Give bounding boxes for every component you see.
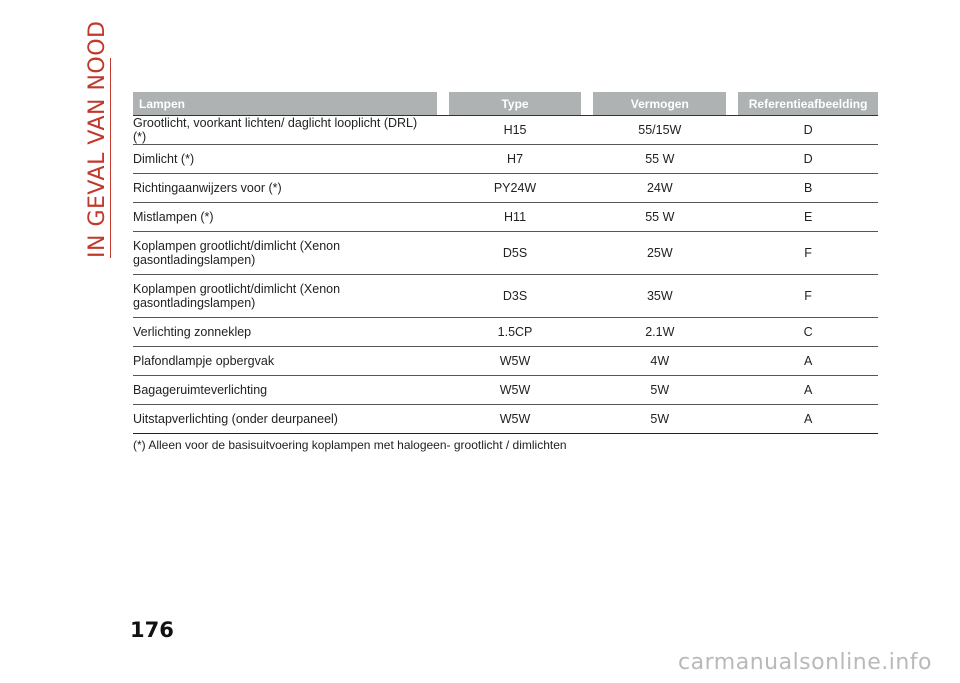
cell-type: D5S	[449, 232, 582, 275]
table-row	[133, 376, 878, 405]
cell-lamp: Bagageruimteverlichting	[133, 376, 437, 405]
cell-power: 2.1W	[593, 318, 726, 347]
header-type: Type	[449, 92, 582, 115]
table-row	[133, 174, 878, 203]
cell-reference: A	[738, 376, 878, 405]
cell-power: 5W	[593, 405, 726, 434]
cell-type: D3S	[449, 275, 582, 318]
cell-reference: A	[738, 405, 878, 434]
cell-power: 55 W	[593, 203, 726, 232]
cell-power: 55 W	[593, 145, 726, 174]
table-row	[133, 115, 878, 145]
cell-power: 4W	[593, 347, 726, 376]
cell-reference: D	[738, 145, 878, 174]
watermark: carmanualsonline.info	[678, 650, 932, 675]
cell-power: 55/15W	[593, 115, 726, 145]
cell-type: H7	[449, 145, 582, 174]
header-vermogen: Vermogen	[593, 92, 726, 115]
cell-type: 1.5CP	[449, 318, 582, 347]
cell-reference: C	[738, 318, 878, 347]
cell-lamp: Richtingaanwijzers voor (*)	[133, 174, 437, 203]
cell-lamp: Dimlicht (*)	[133, 145, 437, 174]
lamps-table	[133, 92, 878, 434]
table-row	[133, 203, 878, 232]
table-row	[133, 145, 878, 174]
cell-reference: B	[738, 174, 878, 203]
cell-type: H15	[449, 115, 582, 145]
cell-reference: F	[738, 275, 878, 318]
cell-reference: E	[738, 203, 878, 232]
cell-type: W5W	[449, 347, 582, 376]
table-row	[133, 347, 878, 376]
table-row	[133, 405, 878, 434]
cell-lamp: Uitstapverlichting (onder deurpaneel)	[133, 405, 437, 434]
cell-power: 24W	[593, 174, 726, 203]
table-body	[133, 115, 878, 434]
table-header-row	[133, 92, 878, 115]
table-row	[133, 232, 878, 275]
header-lampen: Lampen	[133, 92, 437, 115]
cell-reference: A	[738, 347, 878, 376]
cell-lamp: Mistlampen (*)	[133, 203, 437, 232]
section-title: IN GEVAL VAN NOOD	[85, 20, 110, 258]
cell-lamp: Grootlicht, voorkant lichten/ daglicht looplicht (DRL) (*)	[133, 115, 437, 145]
cell-lamp: Plafondlampje opbergvak	[133, 347, 437, 376]
cell-lamp: Koplampen grootlicht/dimlicht (Xenon gasontladingslampen)	[133, 232, 437, 275]
cell-type: W5W	[449, 405, 582, 434]
table-row	[133, 275, 878, 318]
cell-type: PY24W	[449, 174, 582, 203]
cell-lamp: Koplampen grootlicht/dimlicht (Xenon gasontladingslampen)	[133, 275, 437, 318]
cell-reference: D	[738, 115, 878, 145]
cell-lamp: Verlichting zonneklep	[133, 318, 437, 347]
cell-type: H11	[449, 203, 582, 232]
footnote: (*) Alleen voor de basisuitvoering koplampen met halogeen- grootlicht / dimlichten	[133, 438, 567, 452]
section-divider	[110, 58, 111, 258]
cell-reference: F	[738, 232, 878, 275]
cell-power: 25W	[593, 232, 726, 275]
cell-power: 35W	[593, 275, 726, 318]
header-referentieafbeelding: Referentieafbeelding	[738, 92, 878, 115]
cell-power: 5W	[593, 376, 726, 405]
page-number: 176	[130, 618, 174, 642]
cell-type: W5W	[449, 376, 582, 405]
table-row	[133, 318, 878, 347]
